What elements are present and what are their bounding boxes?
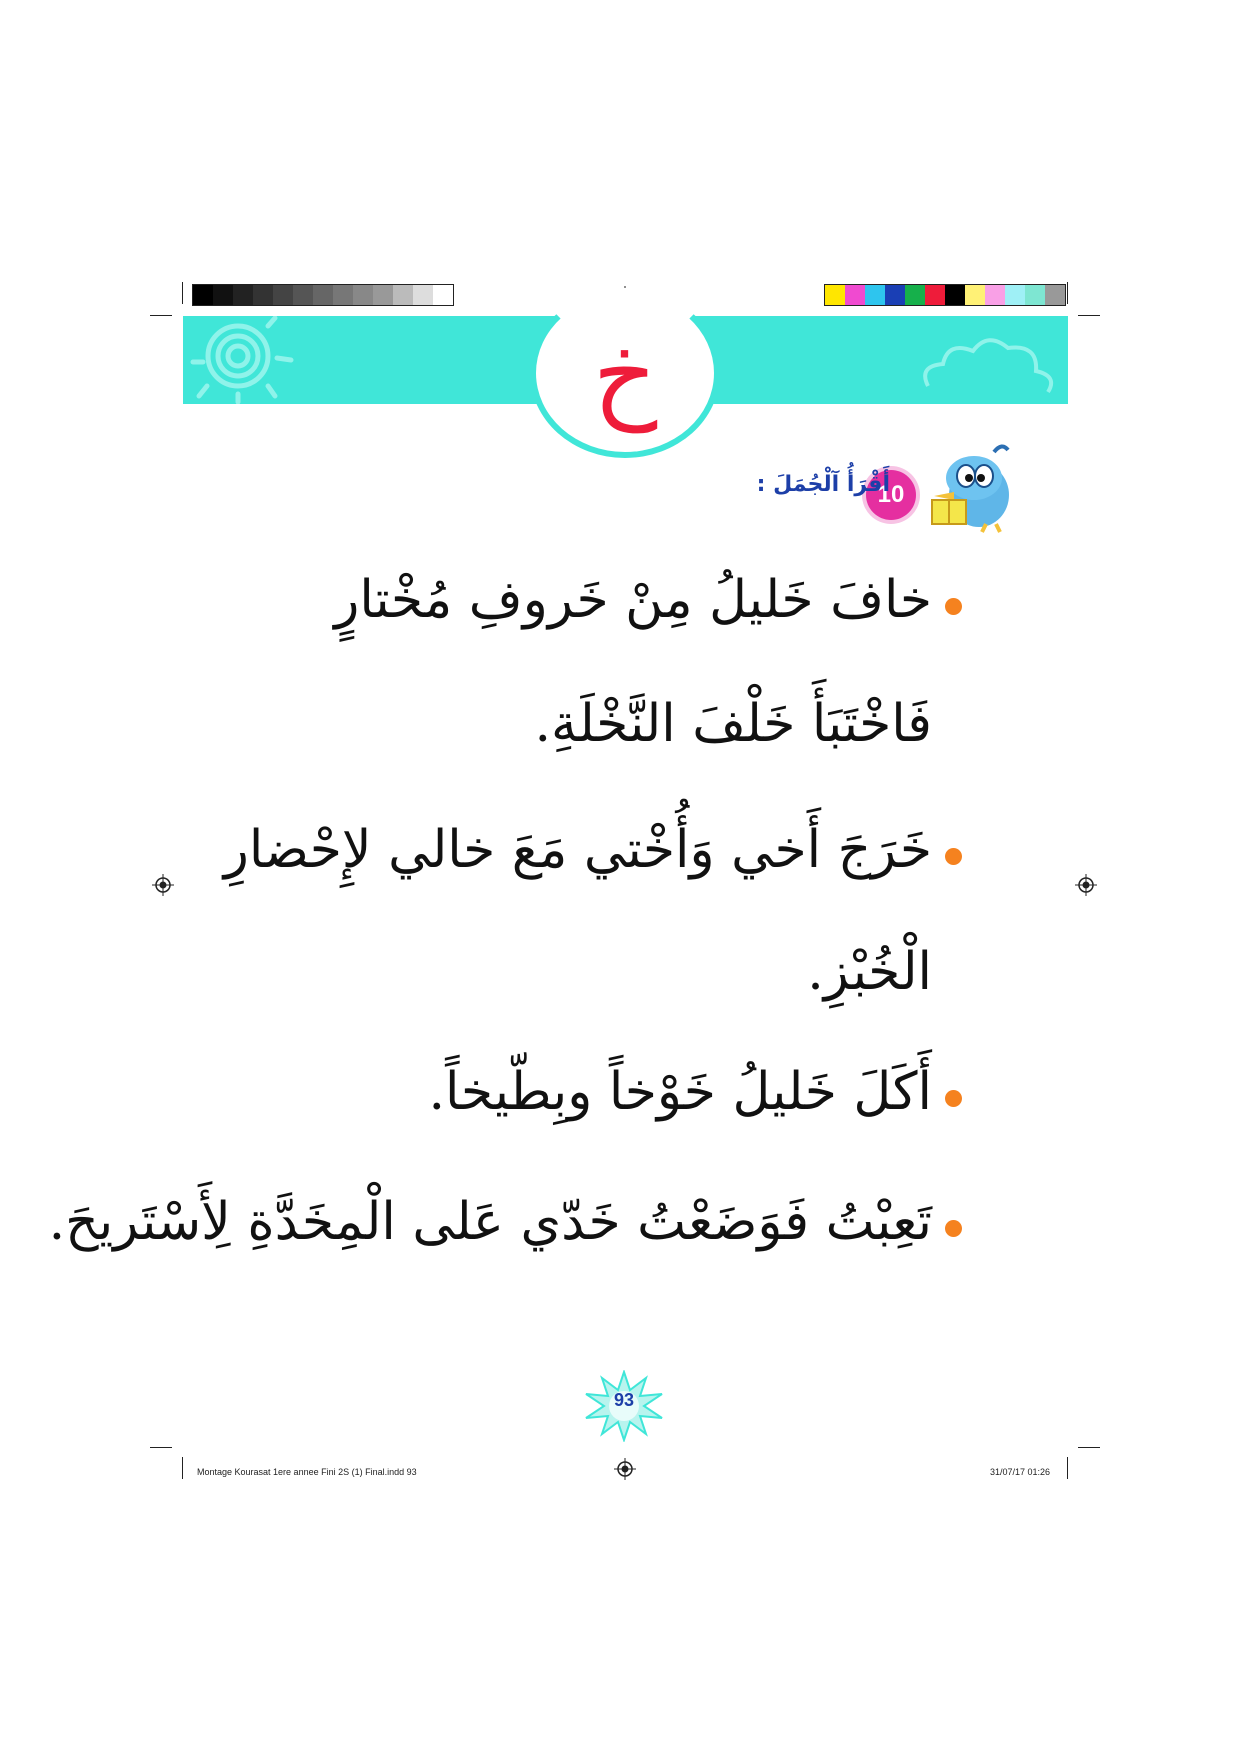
color-swatch — [313, 285, 333, 305]
sentence-3: أَكَلَ خَليلُ خَوْخاً وبِطّيخاً. — [428, 1062, 932, 1122]
registration-mark-icon — [1075, 874, 1097, 896]
color-swatch — [925, 285, 945, 305]
color-swatch — [985, 285, 1005, 305]
registration-mark-icon — [152, 874, 174, 896]
bullet-dot — [945, 848, 962, 865]
color-swatch — [885, 285, 905, 305]
sentence-1-line-1: خافَ خَليلُ مِنْ خَروفِ مُخْتارٍ — [334, 570, 932, 630]
crop-mark — [150, 1447, 172, 1448]
crop-mark — [182, 282, 183, 304]
color-swatch — [393, 285, 413, 305]
registration-mark-icon — [614, 1458, 636, 1480]
color-swatch — [1045, 285, 1065, 305]
sentence-4: تَعِبْتُ فَوَضَعْتُ خَدّي عَلى الْمِخَدَّةِ لِأَسْتَريحَ. — [48, 1192, 932, 1252]
page-number: 93 — [613, 1390, 635, 1410]
color-swatch — [213, 285, 233, 305]
exercise-number-badge: 10 — [866, 470, 916, 520]
color-swatch — [333, 285, 353, 305]
crop-mark — [1078, 1447, 1100, 1448]
crop-mark — [182, 1457, 183, 1479]
color-swatch — [233, 285, 253, 305]
sentence-2-line-2: الْخُبْزِ. — [807, 942, 932, 1002]
exercise-instruction: أَقْرَأُ آلْجُمَلَ : — [756, 472, 890, 497]
color-swatch — [193, 285, 213, 305]
color-swatch — [373, 285, 393, 305]
color-swatch — [845, 285, 865, 305]
color-swatch — [945, 285, 965, 305]
bullet-dot — [945, 1090, 962, 1107]
process-color-bar — [824, 284, 1066, 306]
crop-mark — [150, 315, 172, 316]
bird-reading-icon — [924, 440, 1024, 534]
color-swatch — [865, 285, 885, 305]
color-swatch — [905, 285, 925, 305]
sun-icon — [183, 316, 303, 404]
color-swatch — [433, 285, 453, 305]
timestamp-slug: 31/07/17 01:26 — [989, 1467, 1050, 1477]
sentence-1-line-2: فَاخْتَبَأَ خَلْفَ النَّخْلَةِ. — [534, 694, 932, 754]
color-swatch — [1025, 285, 1045, 305]
crop-mark — [1078, 315, 1100, 316]
cloud-icon — [908, 316, 1068, 404]
bullet-dot — [945, 1220, 962, 1237]
bullet-dot — [945, 598, 962, 615]
color-swatch — [273, 285, 293, 305]
featured-letter: خ — [592, 316, 658, 433]
color-swatch — [825, 285, 845, 305]
color-swatch — [353, 285, 373, 305]
color-swatch — [413, 285, 433, 305]
crop-mark — [1067, 1457, 1068, 1479]
color-swatch — [965, 285, 985, 305]
crop-mark — [1067, 282, 1068, 304]
grayscale-color-bar — [192, 284, 454, 306]
color-swatch — [293, 285, 313, 305]
color-swatch — [1005, 285, 1025, 305]
file-name-slug: Montage Kourasat 1ere annee Fini 2S (1) Final.indd 93 — [197, 1467, 417, 1477]
sentence-2-line-1: خَرَجَ أَخي وَأُخْتي مَعَ خالي لإِحْضارِ — [223, 820, 932, 880]
color-swatch — [253, 285, 273, 305]
